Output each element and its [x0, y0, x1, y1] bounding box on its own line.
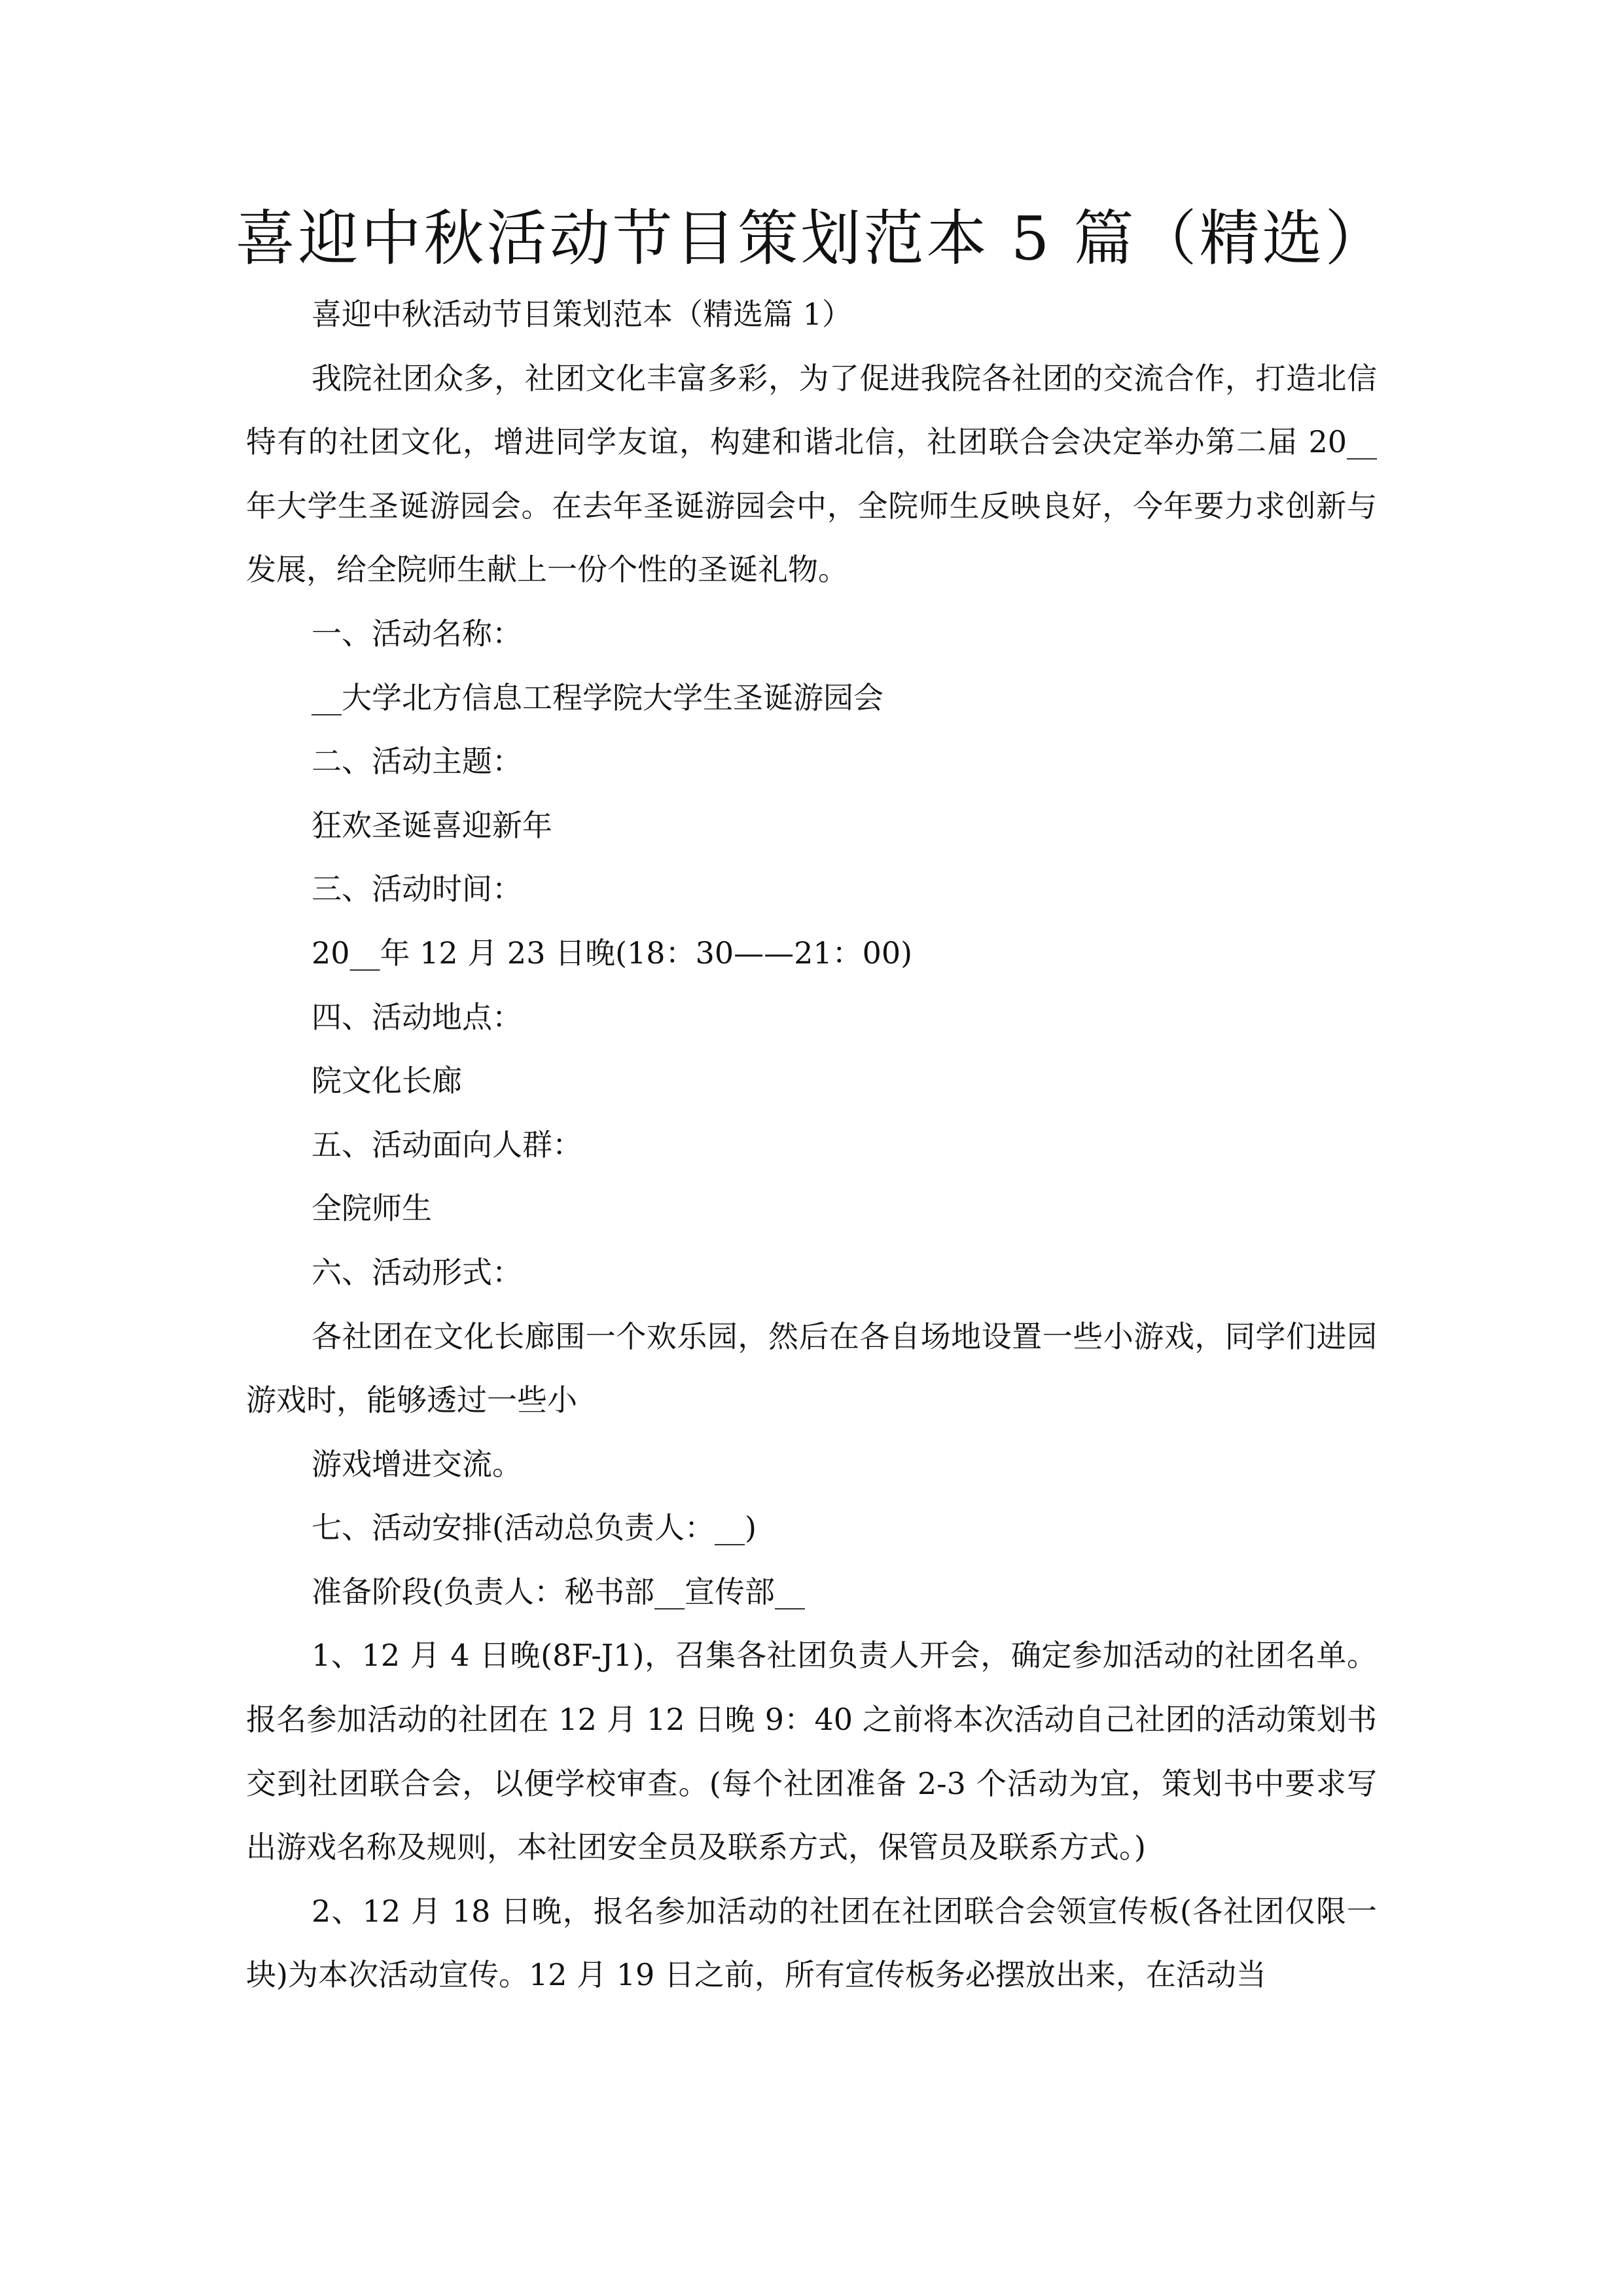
heading-activity-format: 六、活动形式： [312, 1254, 522, 1290]
activity-format-continuation: 游戏增进交流。 [312, 1446, 522, 1482]
heading-activity-location: 四、活动地点： [312, 999, 522, 1035]
activity-theme-value: 狂欢圣诞喜迎新年 [312, 807, 552, 843]
activity-name-value: __大学北方信息工程学院大学生圣诞游园会 [312, 679, 883, 715]
document-body [246, 283, 1377, 2007]
heading-activity-name: 一、活动名称： [312, 615, 522, 651]
arrangement-item-2: 2、12 月 18 日晚，报名参加活动的社团在社团联合会领宣传板(各社团仅限一块)为本次活动宣传。12 月 19 日之前，所有宣传板务必摆放出来，在活动当 [246, 1893, 1377, 1993]
document-title: 喜迎中秋活动节目策划范本 5 篇（精选） [235, 204, 1388, 274]
activity-location-value: 院文化长廊 [312, 1063, 462, 1099]
activity-time-value: 20__年 12 月 23 日晚(18：30——21：00) [312, 935, 913, 971]
heading-audience: 五、活动面向人群： [312, 1126, 582, 1162]
activity-format-paragraph: 各社团在文化长廊围一个欢乐园，然后在各自场地设置一些小游戏，同学们进园游戏时，能够透过一些小 [246, 1318, 1377, 1418]
intro-paragraph: 我院社团众多，社团文化丰富多彩，为了促进我院各社团的交流合作，打造北信特有的社团文化，增进同学友谊，构建和谐北信，社团联合会决定举办第二届 20__年大学生圣诞游园会。在去年圣诞游园会中，全院师生反映良好，今年要力求创新与发展，给全院师生献上一份个性的圣诞礼物。 [246, 360, 1377, 588]
heading-activity-arrangement: 七、活动安排(活动总负责人：__) [312, 1510, 757, 1546]
section-subtitle: 喜迎中秋活动节目策划范本（精选篇 1） [312, 296, 852, 332]
preparation-stage-line: 准备阶段(负责人：秘书部__宣传部__ [312, 1573, 805, 1609]
audience-value: 全院师生 [312, 1191, 432, 1227]
arrangement-item-1: 1、12 月 4 日晚(8F-J1)，召集各社团负责人开会，确定参加活动的社团名单。报名参加活动的社团在 12 月 12 日晚 9：40 之前将本次活动自己社团的活动策划书交到社团联合会，以便学校审查。(每个社团准备 2-3 个活动为宜，策划书中要求写出游戏名称及规则，本社团安全员及联系方式，保管员及联系方式。) [246, 1638, 1377, 1865]
heading-activity-time: 三、活动时间： [312, 871, 522, 907]
heading-activity-theme: 二、活动主题： [312, 744, 522, 780]
